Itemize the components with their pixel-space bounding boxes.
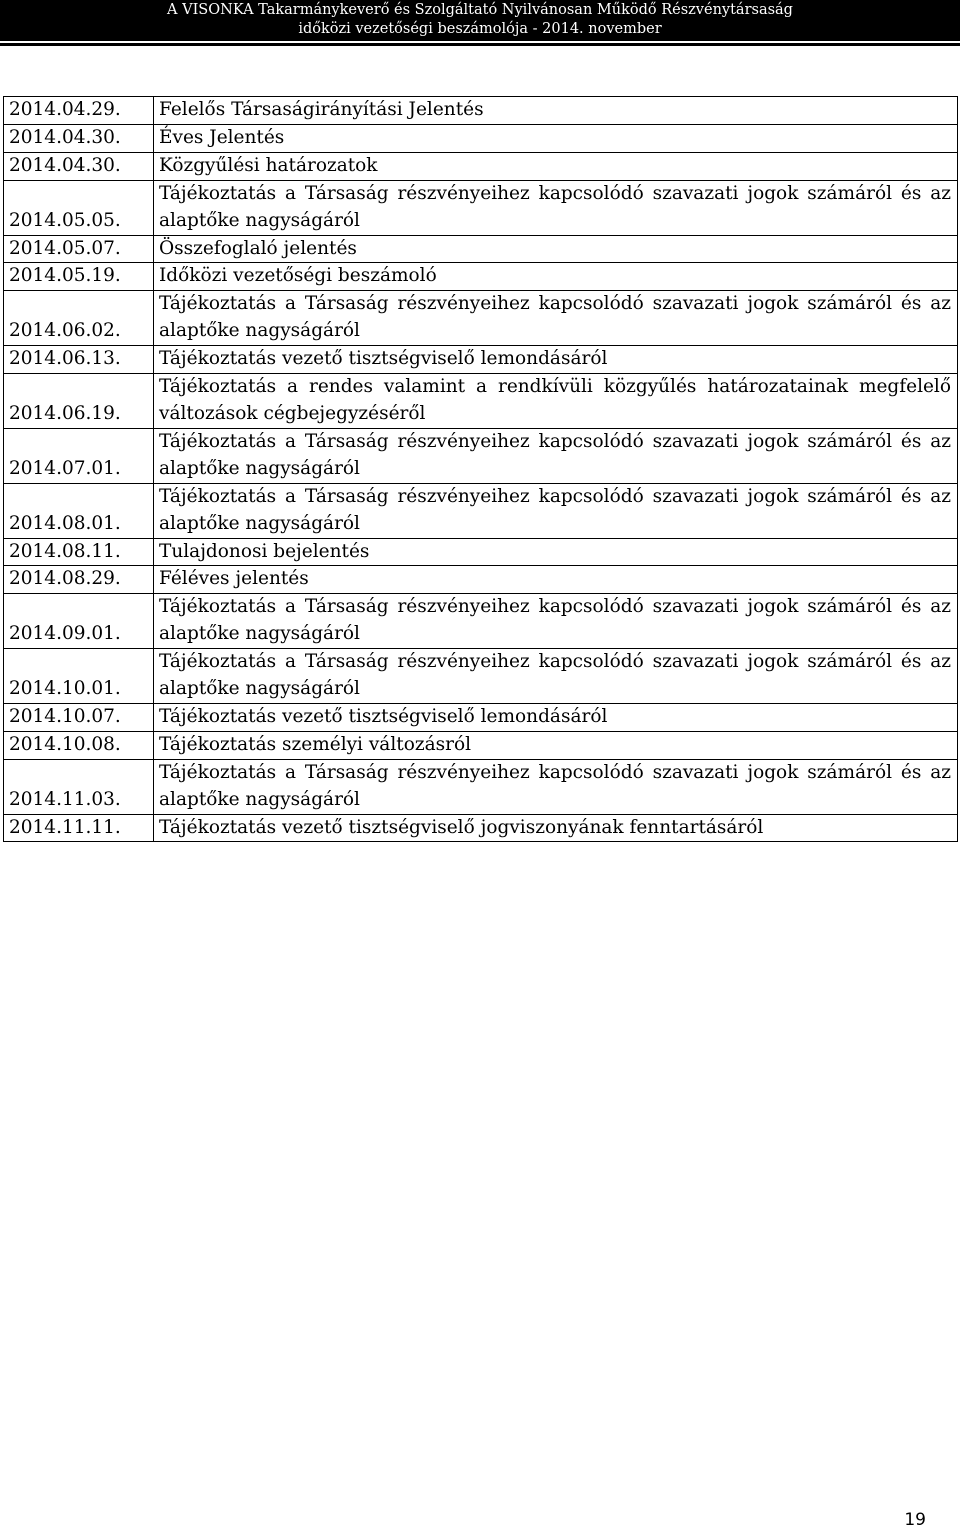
announcements-table-body xyxy=(4,97,958,842)
announcements-table xyxy=(3,96,958,842)
event-date: 2014.04.29. xyxy=(4,97,154,125)
table-row xyxy=(4,374,958,429)
event-date: 2014.05.19. xyxy=(4,263,154,291)
event-date: 2014.11.11. xyxy=(4,814,154,842)
table-row xyxy=(4,263,958,291)
event-date: 2014.08.11. xyxy=(4,538,154,566)
event-description: Féléves jelentés xyxy=(154,566,958,594)
table-row xyxy=(4,814,958,842)
table-row xyxy=(4,428,958,483)
table-row xyxy=(4,124,958,152)
event-description: Felelős Társaságirányítási Jelentés xyxy=(154,97,958,125)
event-description: Tájékoztatás a Társaság részvényeihez kapcsolódó szavazati jogok számáról és az alaptőke nagyságáról xyxy=(154,649,958,704)
table-row xyxy=(4,538,958,566)
event-date: 2014.08.29. xyxy=(4,566,154,594)
table-row xyxy=(4,235,958,263)
event-description: Tájékoztatás a Társaság részvényeihez kapcsolódó szavazati jogok számáról és az alaptőke nagyságáról xyxy=(154,483,958,538)
event-description: Tájékoztatás a Társaság részvényeihez kapcsolódó szavazati jogok számáról és az alaptőke nagyságáról xyxy=(154,180,958,235)
table-row xyxy=(4,346,958,374)
event-description: Közgyűlési határozatok xyxy=(154,152,958,180)
event-description: Összefoglaló jelentés xyxy=(154,235,958,263)
table-row xyxy=(4,703,958,731)
event-date: 2014.10.01. xyxy=(4,649,154,704)
table-row xyxy=(4,731,958,759)
header-report-title: időközi vezetőségi beszámolója - 2014. november xyxy=(298,21,662,37)
table-row xyxy=(4,649,958,704)
event-description: Tájékoztatás a Társaság részvényeihez kapcsolódó szavazati jogok számáról és az alaptőke nagyságáról xyxy=(154,291,958,346)
event-date: 2014.10.07. xyxy=(4,703,154,731)
event-date: 2014.07.01. xyxy=(4,428,154,483)
table-row xyxy=(4,759,958,814)
event-date: 2014.04.30. xyxy=(4,124,154,152)
header-divider xyxy=(0,43,960,46)
table-row xyxy=(4,97,958,125)
page-number: 19 xyxy=(904,1510,926,1530)
event-description: Tájékoztatás a rendes valamint a rendkívüli közgyűlés határozatainak megfelelő változások cégbejegyzéséről xyxy=(154,374,958,429)
event-date: 2014.06.02. xyxy=(4,291,154,346)
event-description: Tájékoztatás személyi változásról xyxy=(154,731,958,759)
event-description: Tájékoztatás a Társaság részvényeihez kapcsolódó szavazati jogok számáról és az alaptőke nagyságáról xyxy=(154,428,958,483)
page-header xyxy=(0,0,960,41)
event-date: 2014.08.01. xyxy=(4,483,154,538)
header-company-name: A VISONKA Takarmánykeverő és Szolgáltató Nyilvánosan Működő Részvénytársaság xyxy=(167,2,793,18)
table-row xyxy=(4,291,958,346)
event-description: Tájékoztatás vezető tisztségviselő jogviszonyának fenntartásáról xyxy=(154,814,958,842)
event-date: 2014.06.19. xyxy=(4,374,154,429)
event-description: Tulajdonosi bejelentés xyxy=(154,538,958,566)
event-date: 2014.06.13. xyxy=(4,346,154,374)
event-description: Éves Jelentés xyxy=(154,124,958,152)
event-description: Tájékoztatás vezető tisztségviselő lemondásáról xyxy=(154,346,958,374)
event-description: Időközi vezetőségi beszámoló xyxy=(154,263,958,291)
table-row xyxy=(4,566,958,594)
table-row xyxy=(4,594,958,649)
table-row xyxy=(4,483,958,538)
table-row xyxy=(4,152,958,180)
event-date: 2014.04.30. xyxy=(4,152,154,180)
event-date: 2014.05.07. xyxy=(4,235,154,263)
event-date: 2014.05.05. xyxy=(4,180,154,235)
event-description: Tájékoztatás vezető tisztségviselő lemondásáról xyxy=(154,703,958,731)
table-row xyxy=(4,180,958,235)
event-description: Tájékoztatás a Társaság részvényeihez kapcsolódó szavazati jogok számáról és az alaptőke nagyságáról xyxy=(154,759,958,814)
event-date: 2014.10.08. xyxy=(4,731,154,759)
event-date: 2014.09.01. xyxy=(4,594,154,649)
event-description: Tájékoztatás a Társaság részvényeihez kapcsolódó szavazati jogok számáról és az alaptőke nagyságáról xyxy=(154,594,958,649)
event-date: 2014.11.03. xyxy=(4,759,154,814)
